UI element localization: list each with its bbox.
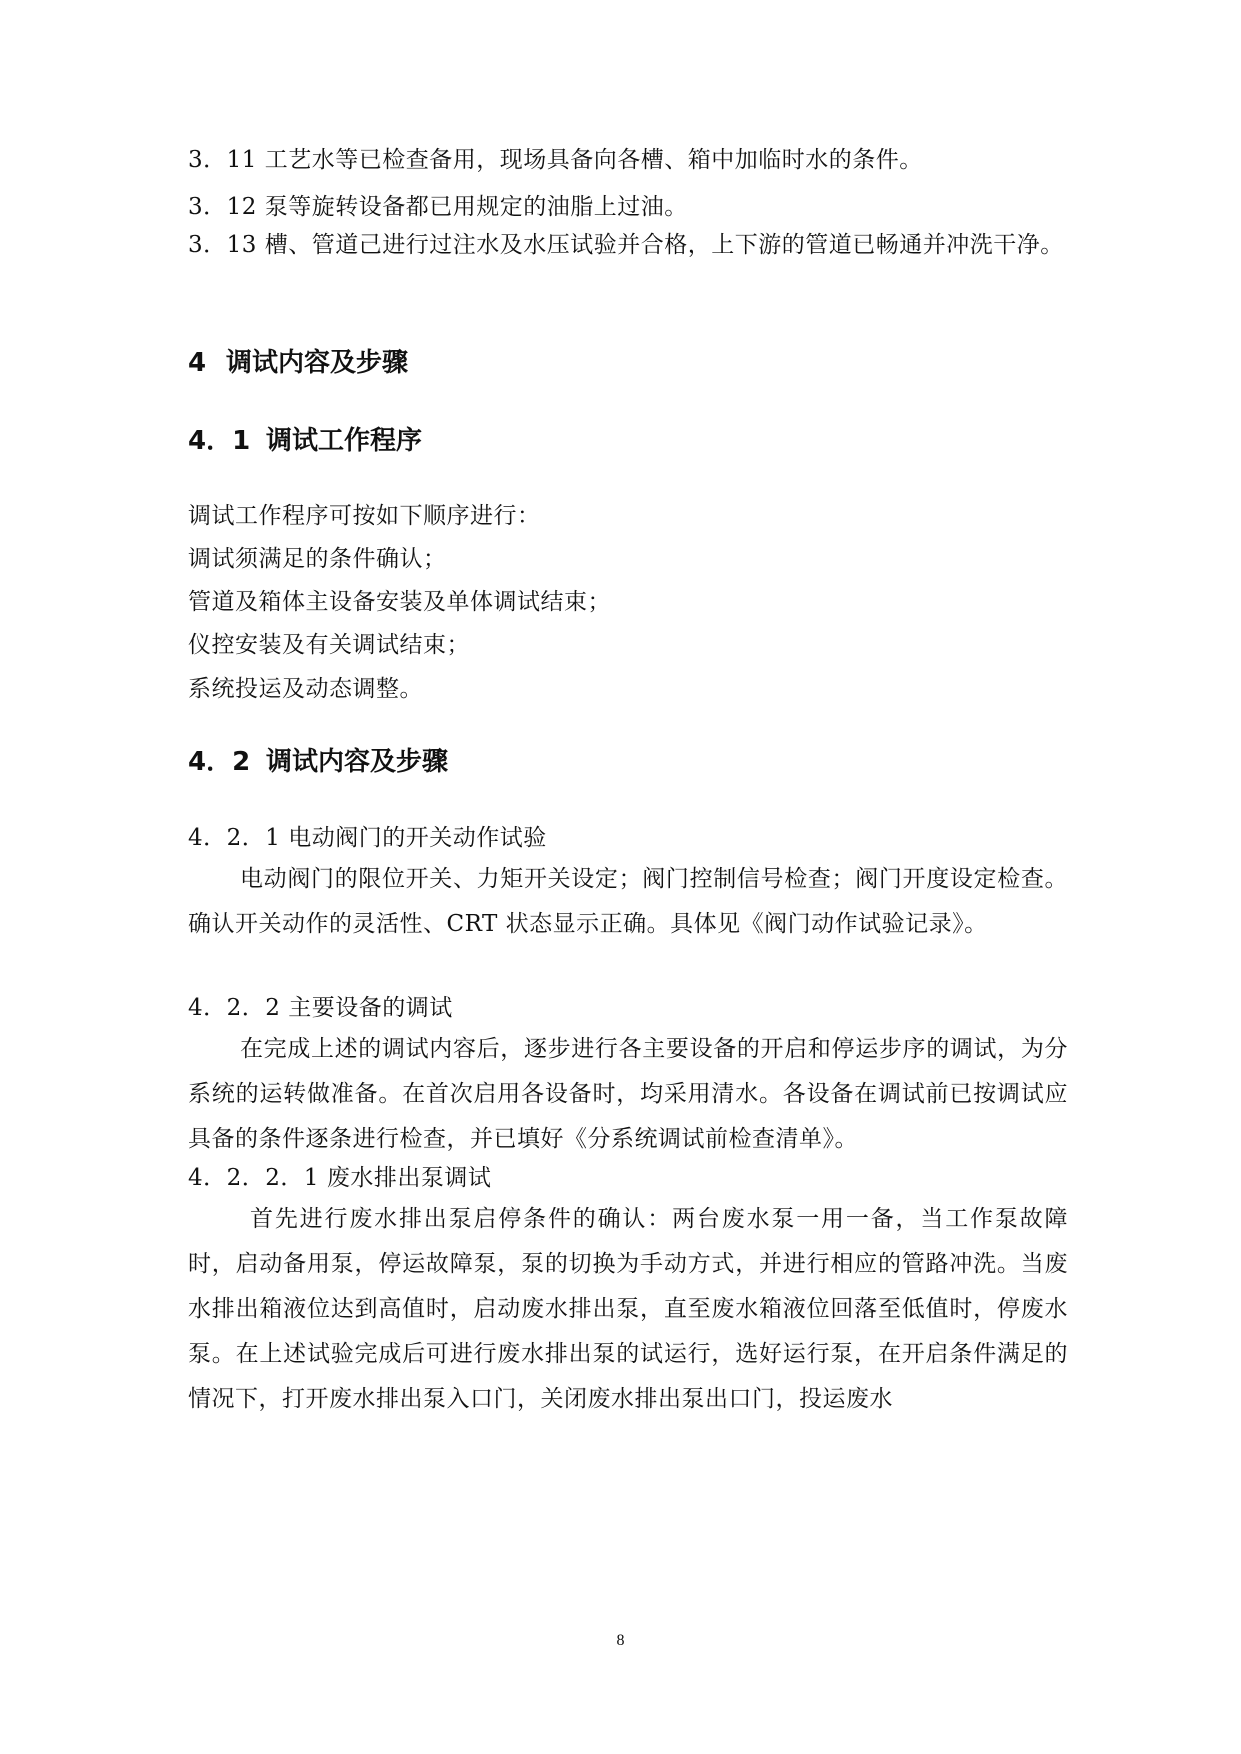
procedure-item: 仪控安装及有关调试结束； [188, 632, 470, 658]
heading-4-1-text: 调试工作程序 [266, 426, 423, 456]
heading-4-2-number: 4．2 [188, 747, 251, 777]
heading-4-number: 4 [188, 348, 207, 378]
heading-4-2-text: 调试内容及步骤 [266, 747, 449, 777]
page-number: 8 [616, 1632, 625, 1649]
procedure-item: 调试须满足的条件确认； [188, 546, 447, 572]
heading-4-2 [188, 745, 448, 779]
heading-4-1 [188, 424, 422, 458]
section-4-2-1-body: 电动阀门的限位开关、力矩开关设定；阀门控制信号检查；阀门开度设定检查。确认开关动作的灵活性、CRT 状态显示正确。具体见《阀门动作试验记录》。 [188, 866, 1068, 937]
item-3-12: 3．12 泵等旋转设备都已用规定的油脂上过油。 [188, 194, 688, 220]
procedure-item: 管道及箱体主设备安装及单体调试结束； [188, 589, 611, 615]
heading-4-1-number: 4．1 [188, 426, 251, 456]
procedure-item: 系统投运及动态调整。 [188, 676, 423, 702]
section-4-2-2-1-title: 4．2．2．1 废水排出泵调试 [188, 1165, 492, 1191]
heading-4 [188, 346, 408, 380]
item-3-13: 3．13 槽、管道己进行过注水及水压试验并合格，上下游的管道已畅通并冲洗干净。 [188, 232, 1064, 258]
section-4-2-2-body: 在完成上述的调试内容后，逐步进行各主要设备的开启和停运步序的调试，为分系统的运转做准备。在首次启用各设备时，均采用清水。各设备在调试前已按调试应具备的条件逐条进行检查，并已填好《分系统调试前检查清单》。 [188, 1036, 1068, 1152]
section-4-2-2-title: 4．2．2 主要设备的调试 [188, 995, 453, 1021]
item-3-11: 3．11 工艺水等已检查备用，现场具备向各槽、箱中加临时水的条件。 [188, 147, 923, 173]
procedure-item: 调试工作程序可按如下顺序进行： [188, 503, 541, 529]
section-4-2-2-1-body: 首先进行废水排出泵启停条件的确认：两台废水泵一用一备，当工作泵故障时，启动备用泵，停运故障泵，泵的切换为手动方式，并进行相应的管路冲洗。当废水排出箱液位达到高值时，启动废水排出泵，直至废水箱液位回落至低值时，停废水泵。在上述试验完成后可进行废水排出泵的试运行，选好运行泵，在开启条件满足的情况下，打开废水排出泵入口门，关闭废水排出泵出口门，投运废水 [188, 1206, 1068, 1412]
section-4-2-1-title: 4．2．1 电动阀门的开关动作试验 [188, 825, 547, 851]
heading-4-text: 调试内容及步骤 [226, 348, 409, 378]
